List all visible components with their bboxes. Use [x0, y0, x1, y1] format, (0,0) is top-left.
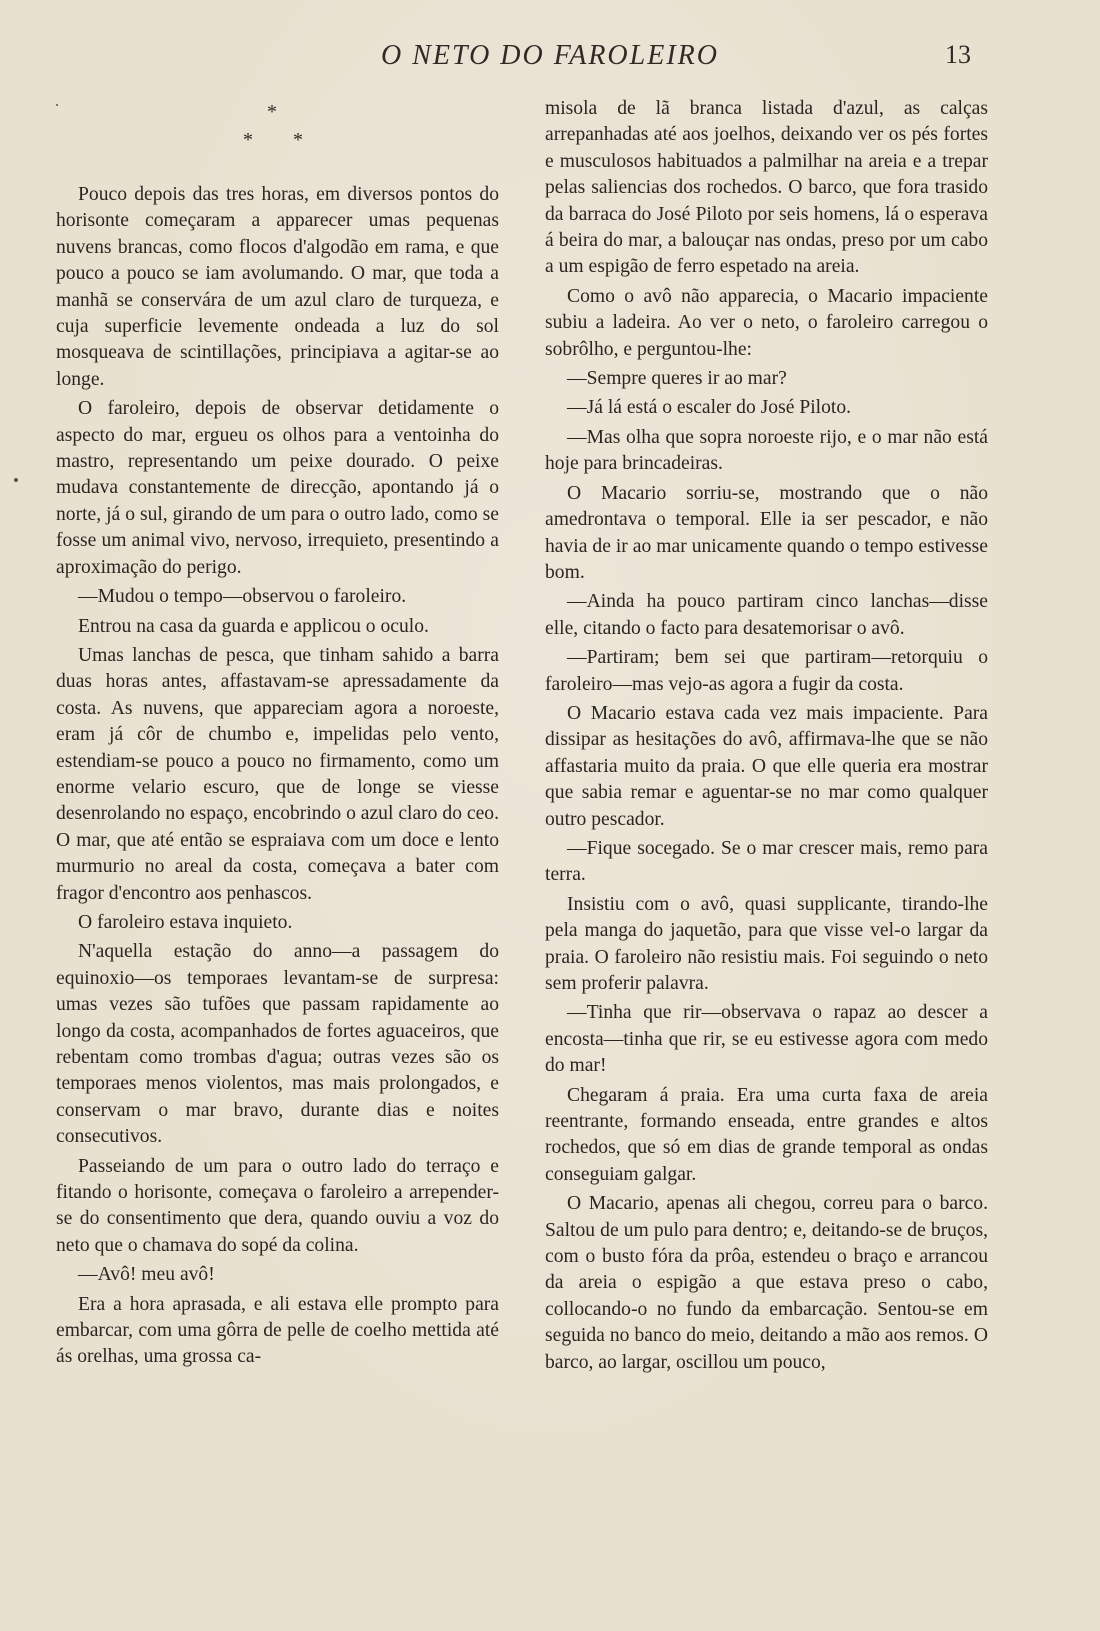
- page-number: 13: [945, 40, 971, 69]
- paragraph: N'aquella estação do anno—a passagem do equinoxio—os temporaes levantam-se de surpresa: umas vezes são tufões que passam rapidamente ao longo da costa, acompanhados de fortes aguaceiros, que rebentam como trombas d'agua; outras vezes são os temporaes menos violentos, mas mais prolongados, e conservam o mar bravo, durante dias e noites consecutivos.: [56, 941, 499, 1148]
- dialogue-line: —Ainda ha pouco partiram cinco lanchas—disse elle, citando o facto para desatemorisar o avô.: [545, 591, 988, 639]
- dialogue-line: —Sempre queres ir ao mar?: [567, 368, 787, 390]
- paragraph: O Macario, apenas ali chegou, correu para o barco. Saltou de um pulo para dentro; e, deitando-se de bruços, com o busto fóra da prôa, estendeu o braço e arrancou da areia o espigão a que estava preso o cabo, collocando-o no fundo da embarcação. Sentou-se em seguida no banco do meio, deitando a mão aos remos. O barco, ao largar, oscillou um pouco,: [545, 1193, 988, 1373]
- asterisk-ornament: *: [243, 129, 253, 151]
- dialogue-line: —Tinha que rir—observava o rapaz ao descer a encosta—tinha que rir, se eu estivesse agora com medo do mar!: [545, 1002, 988, 1077]
- dialogue-line: —Já lá está o escaler do José Piloto.: [567, 397, 852, 419]
- paragraph: O faroleiro estava inquieto.: [78, 911, 293, 933]
- running-head: [0, 40, 1100, 80]
- running-title: O NETO DO FAROLEIRO: [381, 40, 719, 71]
- paragraph: Entrou na casa da guarda e applicou o oculo.: [78, 615, 429, 637]
- paragraph: Era a hora aprasada, e ali estava elle prompto para embarcar, com uma gôrra de pelle de coelho mettida até ás orelhas, uma grossa ca-: [56, 1293, 499, 1368]
- paragraph: Insistiu com o avô, quasi supplicante, tirando-lhe pela manga do jaquetão, para que visse vel-o largar da praia. O faroleiro não resistiu mais. Foi seguindo o neto sem proferir palavra.: [545, 893, 988, 994]
- dialogue-line: —Mas olha que sopra noroeste rijo, e o mar não está hoje para brincadeiras.: [545, 426, 988, 475]
- dialogue-line: —Mudou o tempo—observou o faroleiro.: [78, 586, 407, 608]
- paragraph: Umas lanchas de pesca, que tinham sahido a barra duas horas antes, affastavam-se apressadamente da costa. As nuvens, que appareciam agora a noroeste, eram já côr de chumbo e, impelidas pelo vento, estendiam-se pouco a pouco no firmamento, como um enorme velario escuro, que de longe se viesse desenrolando no espaço, encobrindo o azul claro do ceo. O mar, que até então se espraiava com um doce e lento murmurio no areal da costa, começava a bater com fragor d'encontro aos penhascos.: [56, 644, 499, 904]
- dialogue-line: —Avô! meu avô!: [78, 1264, 215, 1286]
- dialogue-line: —Fique socegado. Se o mar crescer mais, remo para terra.: [545, 837, 988, 886]
- left-column: [56, 96, 499, 1374]
- print-speck: [14, 478, 18, 482]
- section-break-asterism: [56, 96, 499, 182]
- paragraph: O faroleiro, depois de observar detidamente o aspecto do mar, ergueu os olhos para a ventoinha do mastro, representando um peixe dourado. O peixe mudava constantemente de direcção, apontando já o norte, já o sul, girando de um para o outro lado, como se fosse um animal vivo, nervoso, irrequieto, presentindo a aproximação do perigo.: [56, 398, 499, 578]
- asterisk-ornament: *: [293, 129, 303, 151]
- asterisk-ornament: *: [267, 101, 277, 123]
- paragraph: O Macario sorriu-se, mostrando que o não amedrontava o temporal. Elle ia ser pescador, e não havia de ir ao mar unicamente quando o tempo estivesse bom.: [545, 482, 988, 583]
- paragraph: O Macario estava cada vez mais impaciente. Para dissipar as hesitações do avô, affirmava-lhe que se não affastaria muito da praia. O que elle queria era mostrar que sabia remar e aguentar-se no mar como qualquer outro pescador.: [545, 702, 988, 830]
- paragraph-continuation: misola de lã branca listada d'azul, as calças arrepanhadas até aos joelhos, deixando ver os pés fortes e musculosos habituados a palmilhar na areia e a trepar pelas saliencias dos rochedos. O barco, que fora trasido da barraca do José Piloto por seis homens, lá o esperava á beira do mar, a balouçar nas ondas, preso por um cabo a um espigão de ferro espetado na areia.: [545, 98, 988, 278]
- paragraph: Pouco depois das tres horas, em diversos pontos do horisonte começaram a apparecer umas pequenas nuvens brancas, como flocos d'algodão em rama, e que pouco a pouco se iam avolumando. O mar, que toda a manhã se conservára de um azul claro de turqueza, e cuja superficie levemente ondeada a luz do sol mosqueava de scintillações, principiava a agitar-se ao longe.: [56, 184, 499, 390]
- paragraph: Passeiando de um para o outro lado do terraço e fitando o horisonte, começava o faroleiro a arrepender-se do consentimento que dera, quando ouviu a voz do neto que o chamava do sopé da colina.: [56, 1155, 499, 1256]
- paragraph: Como o avô não apparecia, o Macario impaciente subiu a ladeira. Ao ver o neto, o faroleiro carregou o sobrôlho, e perguntou-lhe:: [545, 285, 988, 360]
- dialogue-line: —Partiram; bem sei que partiram—retorquiu o faroleiro—mas vejo-as agora a fugir da costa.: [545, 647, 988, 695]
- paragraph: Chegaram á praia. Era uma curta faxa de areia reentrante, formando enseada, entre grandes e altos rochedos, que só em dias de grande temporal as ondas conseguiam galgar.: [545, 1084, 988, 1185]
- right-column: [545, 96, 988, 1379]
